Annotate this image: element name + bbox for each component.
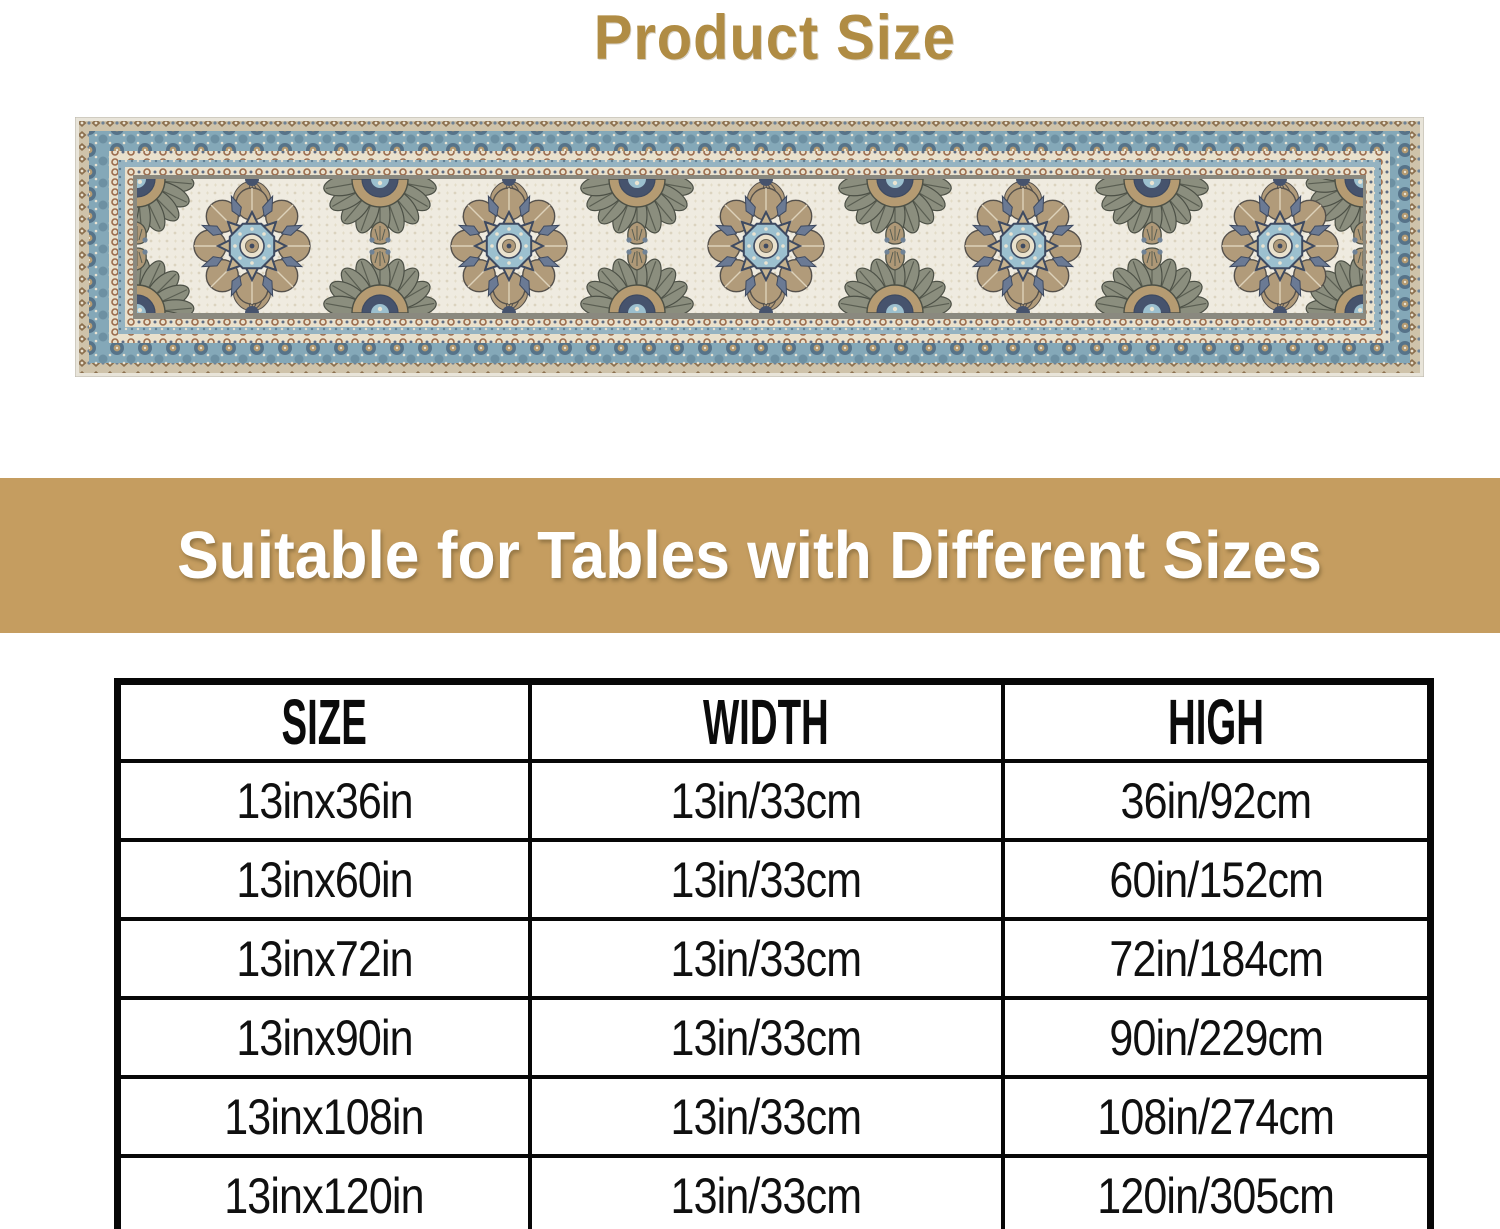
cell-high: 36in/92cm bbox=[1003, 761, 1431, 840]
cell-width: 13in/33cm bbox=[530, 761, 1003, 840]
cell-high: 120in/305cm bbox=[1003, 1156, 1431, 1229]
cell-size: 13inx72in bbox=[118, 919, 530, 998]
table-row bbox=[118, 1077, 1431, 1156]
suitability-banner-text: Suitable for Tables with Different Sizes bbox=[177, 518, 1323, 593]
size-table-header-row bbox=[118, 682, 1431, 762]
page-title bbox=[0, 2, 1500, 74]
table-row bbox=[118, 761, 1431, 840]
cell-high: 90in/229cm bbox=[1003, 998, 1431, 1077]
cell-width: 13in/33cm bbox=[530, 1156, 1003, 1229]
cell-size: 13inx36in bbox=[118, 761, 530, 840]
cell-high: 108in/274cm bbox=[1003, 1077, 1431, 1156]
cell-high: 60in/152cm bbox=[1003, 840, 1431, 919]
table-runner-product-image bbox=[75, 117, 1424, 377]
column-header-high: HIGH bbox=[1003, 682, 1431, 762]
page-title-text: Product Size bbox=[593, 3, 957, 73]
cell-size: 13inx120in bbox=[118, 1156, 530, 1229]
cell-high: 72in/184cm bbox=[1003, 919, 1431, 998]
cell-size: 13inx90in bbox=[118, 998, 530, 1077]
size-table bbox=[114, 678, 1434, 1229]
cell-size: 13inx108in bbox=[118, 1077, 530, 1156]
column-header-width: WIDTH bbox=[530, 682, 1003, 762]
suitability-banner bbox=[0, 478, 1500, 633]
table-row bbox=[118, 998, 1431, 1077]
cell-width: 13in/33cm bbox=[530, 998, 1003, 1077]
cell-width: 13in/33cm bbox=[530, 840, 1003, 919]
column-header-size: SIZE bbox=[118, 682, 530, 762]
table-row bbox=[118, 1156, 1431, 1229]
table-row bbox=[118, 840, 1431, 919]
cell-size: 13inx60in bbox=[118, 840, 530, 919]
table-row bbox=[118, 919, 1431, 998]
cell-width: 13in/33cm bbox=[530, 1077, 1003, 1156]
cell-width: 13in/33cm bbox=[530, 919, 1003, 998]
